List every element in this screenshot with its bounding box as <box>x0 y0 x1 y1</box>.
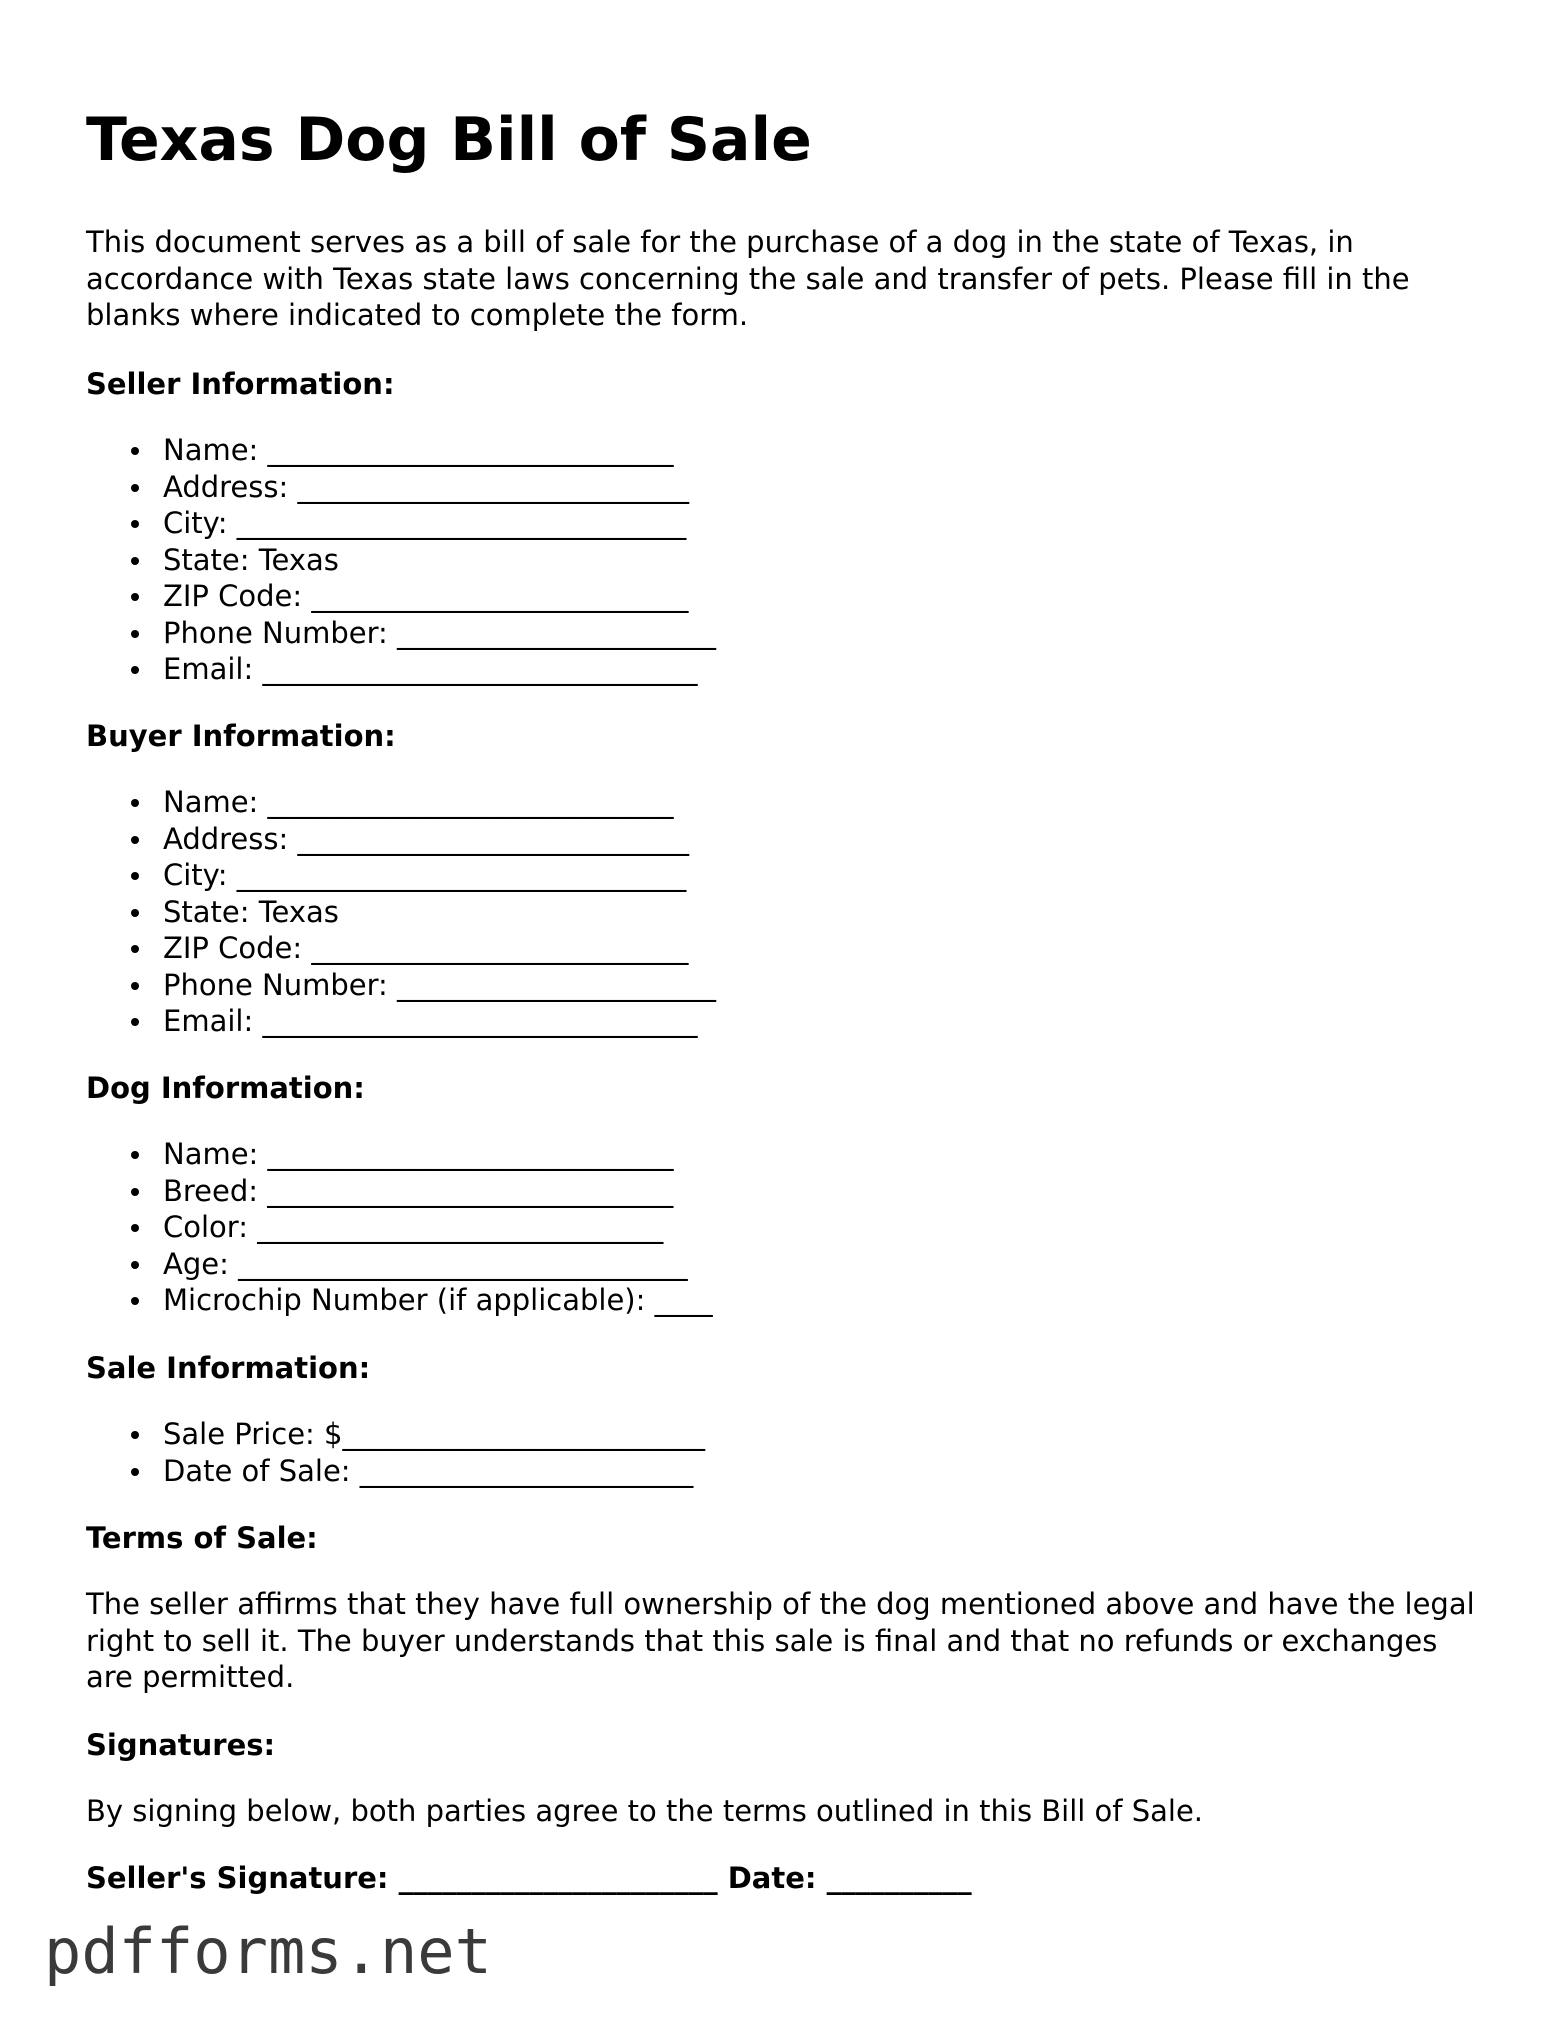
dog-breed-field[interactable]: Breed: ____________________________ <box>86 1173 713 1210</box>
buyer-city-field[interactable]: City: _______________________________ <box>86 857 716 894</box>
buyer-zip-field[interactable]: ZIP Code: __________________________ <box>86 930 716 967</box>
seller-signature-line[interactable]: Seller's Signature: ______________________ Date: __________ <box>86 1861 972 1895</box>
sale-fields-list <box>86 1416 705 1489</box>
dog-name-field[interactable]: Name: ____________________________ <box>86 1136 713 1173</box>
signatures-heading: Signatures: <box>86 1728 276 1762</box>
terms-paragraph: The seller affirms that they have full ownership of the dog mentioned above and have the legal right to sell it. The buyer understands that this sale is final and that no refunds or exchanges are permitted. <box>86 1587 1475 1694</box>
seller-email-field[interactable]: Email: ______________________________ <box>86 651 716 688</box>
seller-address-field[interactable]: Address: ___________________________ <box>86 469 716 506</box>
dog-color-field[interactable]: Color: ____________________________ <box>86 1209 713 1246</box>
seller-city-field[interactable]: City: _______________________________ <box>86 505 716 542</box>
buyer-email-field[interactable]: Email: ______________________________ <box>86 1003 716 1040</box>
buyer-heading: Buyer Information: <box>86 719 396 753</box>
sale-price-field[interactable]: Sale Price: $_________________________ <box>86 1416 705 1453</box>
intro-paragraph: This document serves as a bill of sale for the purchase of a dog in the state of Texas, in accordance with Texas state laws concerning the sale and transfer of pets. Please fill in the blanks where indicated to complete the form. <box>86 225 1410 332</box>
dog-age-field[interactable]: Age: _______________________________ <box>86 1246 713 1283</box>
watermark-logo: pdfforms.net <box>44 1915 492 1988</box>
buyer-fields-list <box>86 784 716 1040</box>
sale-date-field[interactable]: Date of Sale: _______________________ <box>86 1453 705 1490</box>
signatures-paragraph: By signing below, both parties agree to the terms outlined in this Bill of Sale. <box>86 1794 1204 1828</box>
buyer-phone-field[interactable]: Phone Number: ______________________ <box>86 967 716 1004</box>
seller-zip-field[interactable]: ZIP Code: __________________________ <box>86 578 716 615</box>
seller-fields-list <box>86 432 716 688</box>
dog-fields-list <box>86 1136 713 1319</box>
dog-heading: Dog Information: <box>86 1071 365 1105</box>
seller-heading: Seller Information: <box>86 367 395 401</box>
seller-state-field: State: Texas <box>86 542 716 579</box>
page-title: Texas Dog Bill of Sale <box>86 105 812 175</box>
buyer-name-field[interactable]: Name: ____________________________ <box>86 784 716 821</box>
terms-heading: Terms of Sale: <box>86 1521 318 1555</box>
buyer-address-field[interactable]: Address: ___________________________ <box>86 821 716 858</box>
dog-microchip-field[interactable]: Microchip Number (if applicable): ____ <box>86 1282 713 1319</box>
seller-phone-field[interactable]: Phone Number: ______________________ <box>86 615 716 652</box>
sale-heading: Sale Information: <box>86 1351 371 1385</box>
buyer-state-field: State: Texas <box>86 894 716 931</box>
seller-name-field[interactable]: Name: ____________________________ <box>86 432 716 469</box>
